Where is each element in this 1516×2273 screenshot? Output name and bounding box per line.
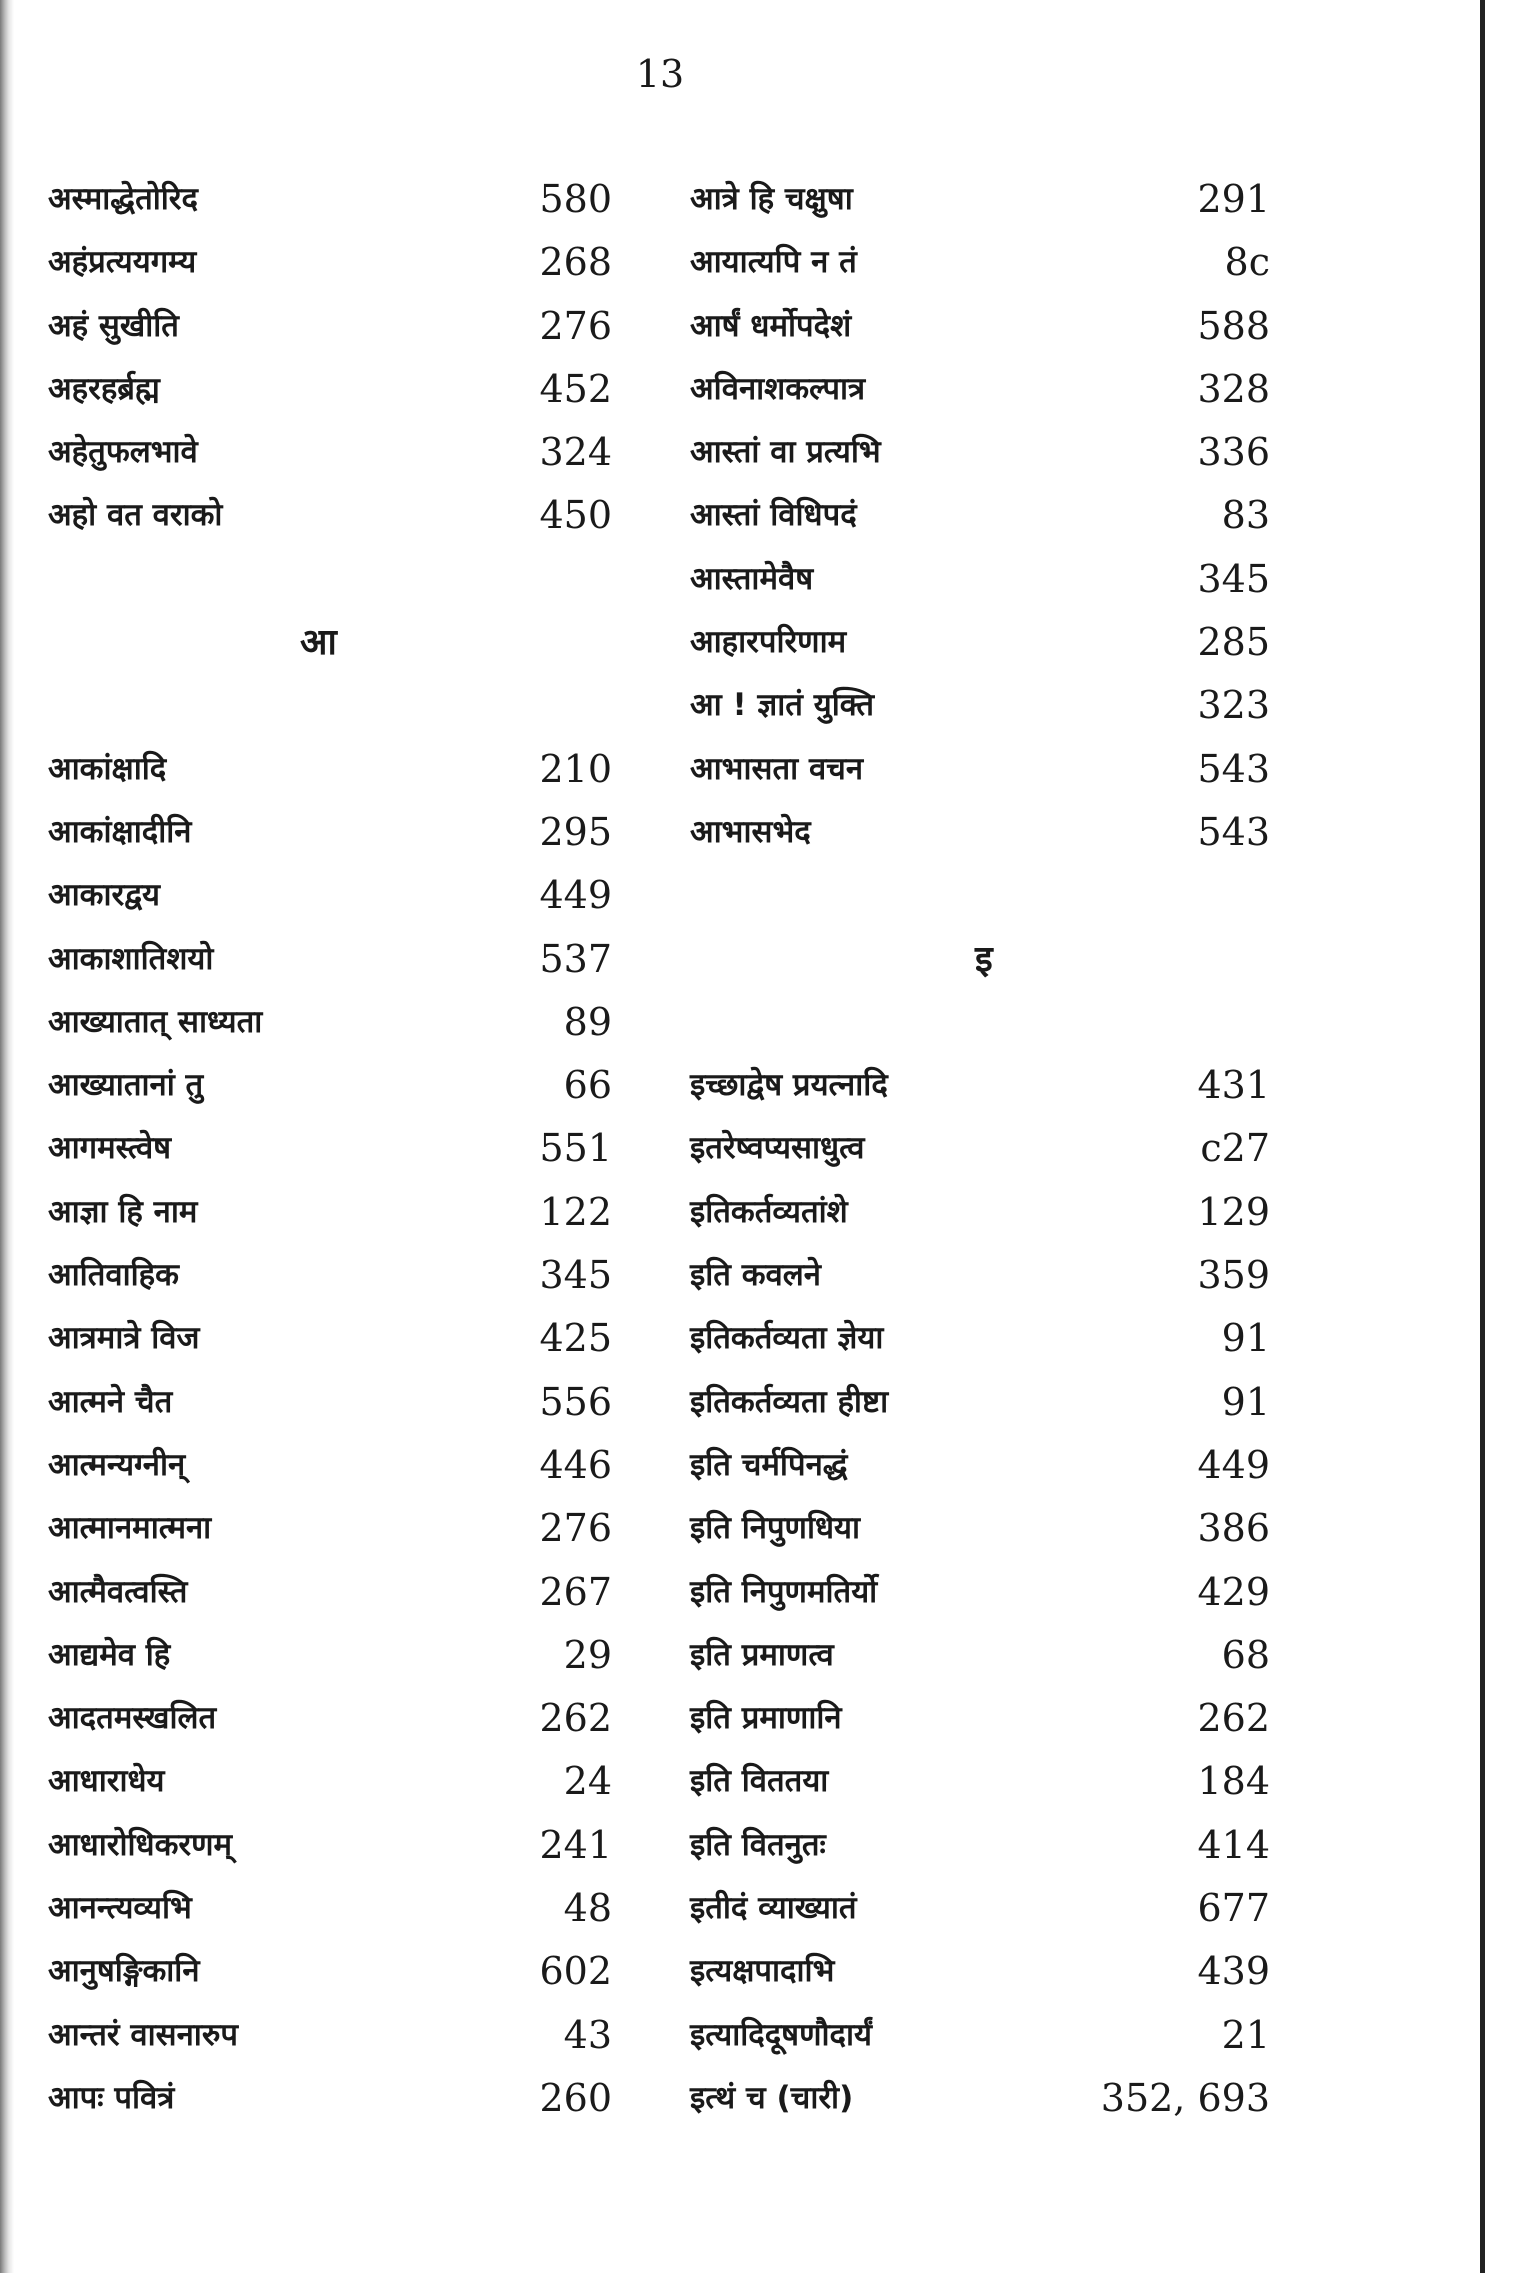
- page-reference: 677: [1197, 1886, 1270, 1931]
- index-term: आनन्त्यव्यभि: [48, 1890, 192, 1927]
- index-term: इत्यादिदूषणौदार्यं: [690, 2016, 873, 2053]
- index-term: आनुषङ्गिकानि: [48, 1953, 200, 1990]
- index-entry: [48, 1624, 612, 1687]
- index-term: आस्तामेवैष: [690, 560, 814, 597]
- page-reference: 429: [1197, 1569, 1270, 1614]
- index-term: आभासता वचन: [690, 750, 864, 787]
- index-term: इतरेष्वप्यसाधुत्व: [690, 1130, 865, 1167]
- index-term: आहारपरिणाम: [690, 624, 847, 661]
- page-reference: 91: [1221, 1316, 1270, 1361]
- scanned-page-edge: [0, 0, 14, 2273]
- page-reference: 29: [563, 1632, 612, 1677]
- index-term: आत्रे हि चक्षुषा: [690, 181, 853, 217]
- index-entry: [48, 1750, 612, 1813]
- index-entry: [690, 1497, 1270, 1560]
- index-term: आधाराधेय: [48, 1763, 165, 1800]
- index-entry: [690, 738, 1270, 801]
- index-entry: [48, 1940, 612, 2003]
- page-reference: 285: [1197, 620, 1270, 665]
- index-entry: [48, 1497, 612, 1560]
- index-entry: [690, 1054, 1270, 1117]
- index-entry: [690, 1434, 1270, 1497]
- page-reference: 276: [539, 1506, 612, 1551]
- page-reference: 450: [539, 493, 612, 538]
- index-entry: [48, 1054, 612, 1117]
- index-term: इति निपुणमतिर्यो: [690, 1573, 878, 1610]
- index-entry: [48, 1877, 612, 1940]
- index-entry: [690, 611, 1270, 674]
- index-entry: [48, 2004, 612, 2067]
- index-term: आख्यातात् साध्यता: [48, 1003, 263, 1040]
- index-entry: [690, 1687, 1270, 1750]
- page-reference: 345: [1197, 556, 1270, 601]
- page-reference: 580: [539, 177, 612, 221]
- index-term: इति चर्मपिनद्धं: [690, 1446, 848, 1483]
- section-letter: इ: [975, 938, 993, 980]
- index-entry: [690, 358, 1270, 421]
- index-section-heading: [48, 611, 608, 674]
- index-term: आदतमस्खलित: [48, 1700, 217, 1737]
- index-term: अहेतुफलभावे: [48, 434, 198, 471]
- index-entry: [48, 928, 612, 991]
- page-reference: 352, 693: [1100, 2075, 1270, 2120]
- index-entry: [48, 1371, 612, 1434]
- page-reference: 83: [1221, 493, 1270, 538]
- index-entry: [690, 548, 1270, 611]
- index-gap: [48, 674, 608, 737]
- index-term: इत्थं च (चारी): [690, 2079, 854, 2116]
- index-term: आकारद्वय: [48, 877, 161, 914]
- index-term: इति वितनुतः: [690, 1826, 826, 1863]
- page-reference: 336: [1197, 430, 1270, 475]
- index-entry: [690, 1814, 1270, 1877]
- page-reference: 66: [563, 1063, 612, 1108]
- page-reference: 588: [1197, 303, 1270, 348]
- index-term: इति निपुणधिया: [690, 1510, 861, 1547]
- page-reference: 543: [1197, 809, 1270, 854]
- page-reference: 24: [563, 1759, 612, 1804]
- page-reference: 260: [539, 2075, 612, 2120]
- index-term: आतिवाहिक: [48, 1257, 179, 1294]
- page-reference: 89: [563, 999, 612, 1044]
- page-reference: 345: [539, 1253, 612, 1298]
- index-term: आगमस्त्वेष: [48, 1130, 172, 1167]
- index-term: आत्मने चैत: [48, 1383, 173, 1420]
- page-reference: 439: [1197, 1949, 1270, 1994]
- index-term: इतिकर्तव्यतांशे: [690, 1193, 848, 1230]
- page-reference: 537: [539, 936, 612, 981]
- index-entry: [690, 1561, 1270, 1624]
- index-entry: [48, 1561, 612, 1624]
- index-term: आत्मन्यग्नीन्: [48, 1446, 186, 1483]
- index-term: अहं सुखीति: [48, 307, 179, 344]
- index-entry: [690, 674, 1270, 737]
- page-reference: 543: [1197, 746, 1270, 791]
- index-entry: [690, 168, 1270, 231]
- index-entry: [48, 738, 612, 801]
- page-reference: 551: [539, 1126, 612, 1171]
- index-entry: [690, 1371, 1270, 1434]
- index-entry: [690, 231, 1270, 294]
- page-reference: 267: [539, 1569, 612, 1614]
- index-term: आद्यमेव हि: [48, 1636, 171, 1673]
- page-reference: 556: [539, 1379, 612, 1424]
- index-gap: [690, 864, 1270, 927]
- page-reference: 291: [1197, 177, 1270, 221]
- index-term: अहरहर्ब्रह्म: [48, 370, 160, 407]
- page-reference: 449: [539, 873, 612, 918]
- index-term: अस्माद्धेतोरिद: [48, 181, 198, 217]
- page-reference: 91: [1221, 1379, 1270, 1424]
- page-reference: 210: [539, 746, 612, 791]
- page-reference: 328: [1197, 366, 1270, 411]
- index-term: आख्यातानां तु: [48, 1067, 204, 1104]
- index-term: इति प्रमाणत्व: [690, 1636, 834, 1673]
- index-entry: [48, 1244, 612, 1307]
- index-entry: [48, 2067, 612, 2130]
- index-entry: [48, 168, 612, 231]
- margin-rule: [1480, 0, 1485, 2273]
- index-column-right: [690, 168, 1270, 2130]
- page-reference: 324: [539, 430, 612, 475]
- page-reference: 262: [1197, 1696, 1270, 1741]
- index-section-heading: [690, 928, 1270, 991]
- page-reference: 602: [539, 1949, 612, 1994]
- index-term: आत्मानमात्मना: [48, 1510, 212, 1547]
- index-term: आकाशातिशयो: [48, 940, 214, 977]
- index-term: अहो वत वराको: [48, 497, 223, 534]
- page-reference: 129: [1197, 1189, 1270, 1234]
- index-term: आपः पवित्रं: [48, 2079, 175, 2116]
- page-reference: 359: [1197, 1253, 1270, 1298]
- index-entry: [48, 991, 612, 1054]
- page-number: 13: [635, 52, 685, 96]
- index-gap: [690, 991, 1270, 1054]
- page-reference: 241: [539, 1822, 612, 1867]
- section-letter: आ: [300, 622, 337, 664]
- page-reference: 323: [1197, 683, 1270, 728]
- index-entry: [48, 1307, 612, 1370]
- index-entry: [48, 1434, 612, 1497]
- index-term: आकांक्षादीनि: [48, 813, 192, 850]
- index-term: आज्ञा हि नाम: [48, 1193, 198, 1230]
- index-column-left: [48, 168, 612, 2130]
- index-entry: [690, 2067, 1270, 2130]
- index-term: आधारोधिकरणम्: [48, 1826, 233, 1863]
- index-entry: [690, 484, 1270, 547]
- page-reference: 425: [539, 1316, 612, 1361]
- index-entry: [690, 2004, 1270, 2067]
- index-entry: [48, 421, 612, 484]
- index-term: आकांक्षादि: [48, 750, 167, 787]
- index-entry: [690, 1750, 1270, 1813]
- index-entry: [48, 1181, 612, 1244]
- index-entry: [48, 295, 612, 358]
- index-entry: [690, 1624, 1270, 1687]
- index-entry: [690, 1181, 1270, 1244]
- index-term: आ ! ज्ञातं युक्ति: [690, 687, 875, 724]
- index-entry: [48, 231, 612, 294]
- index-entry: [690, 1307, 1270, 1370]
- index-entry: [690, 295, 1270, 358]
- page-reference: 449: [1197, 1442, 1270, 1487]
- index-term: अविनाशकल्पात्र: [690, 370, 866, 407]
- index-term: आभासभेद: [690, 813, 811, 850]
- index-term: आत्रमात्रे विज: [48, 1320, 200, 1357]
- index-term: इति कवलने: [690, 1257, 821, 1294]
- page-reference: 414: [1197, 1822, 1270, 1867]
- index-term: इति विततया: [690, 1763, 829, 1800]
- page-reference: 184: [1197, 1759, 1270, 1804]
- index-term: इच्छाद्वेष प्रयत्नादि: [690, 1067, 888, 1104]
- index-gap: [48, 548, 608, 611]
- index-entry: [48, 1814, 612, 1877]
- index-entry: [48, 1687, 612, 1750]
- page-reference: 8c: [1224, 240, 1270, 285]
- index-entry: [48, 801, 612, 864]
- index-entry: [690, 1244, 1270, 1307]
- index-term: आर्षं धर्मोपदेशं: [690, 307, 852, 344]
- index-term: अहंप्रत्ययगम्य: [48, 244, 197, 281]
- page-reference: 452: [539, 366, 612, 411]
- index-entry: [690, 801, 1270, 864]
- page-reference: 48: [563, 1886, 612, 1931]
- index-entry: [48, 484, 612, 547]
- page-reference: 21: [1221, 2012, 1270, 2057]
- index-term: इतिकर्तव्यता ज्ञेया: [690, 1320, 884, 1357]
- page-reference: 431: [1197, 1063, 1270, 1108]
- page-reference: 386: [1197, 1506, 1270, 1551]
- index-entry: [690, 1877, 1270, 1940]
- page-reference: 43: [563, 2012, 612, 2057]
- page-reference: 268: [539, 240, 612, 285]
- index-entry: [690, 421, 1270, 484]
- index-term: आत्मैवत्वस्ति: [48, 1573, 188, 1610]
- page-reference: 276: [539, 303, 612, 348]
- page-reference: 295: [539, 809, 612, 854]
- index-term: आन्तरं वासनारुप: [48, 2016, 238, 2053]
- page-reference: 262: [539, 1696, 612, 1741]
- page-reference: 446: [539, 1442, 612, 1487]
- page-reference: c27: [1200, 1126, 1270, 1171]
- index-entry: [48, 864, 612, 927]
- index-term: आस्तां वा प्रत्यभि: [690, 434, 881, 471]
- index-term: आयात्यपि न तं: [690, 244, 857, 281]
- index-term: इतीदं व्याख्यातं: [690, 1890, 857, 1927]
- index-entry: [690, 1117, 1270, 1180]
- index-entry: [48, 1117, 612, 1180]
- index-term: आस्तां विधिपदं: [690, 497, 857, 534]
- index-entry: [48, 358, 612, 421]
- index-term: इतिकर्तव्यता हीष्टा: [690, 1383, 889, 1420]
- page-reference: 68: [1221, 1632, 1270, 1677]
- page-reference: 122: [539, 1189, 612, 1234]
- index-term: इति प्रमाणानि: [690, 1700, 842, 1737]
- index-term: इत्यक्षपादाभि: [690, 1953, 835, 1990]
- index-entry: [690, 1940, 1270, 2003]
